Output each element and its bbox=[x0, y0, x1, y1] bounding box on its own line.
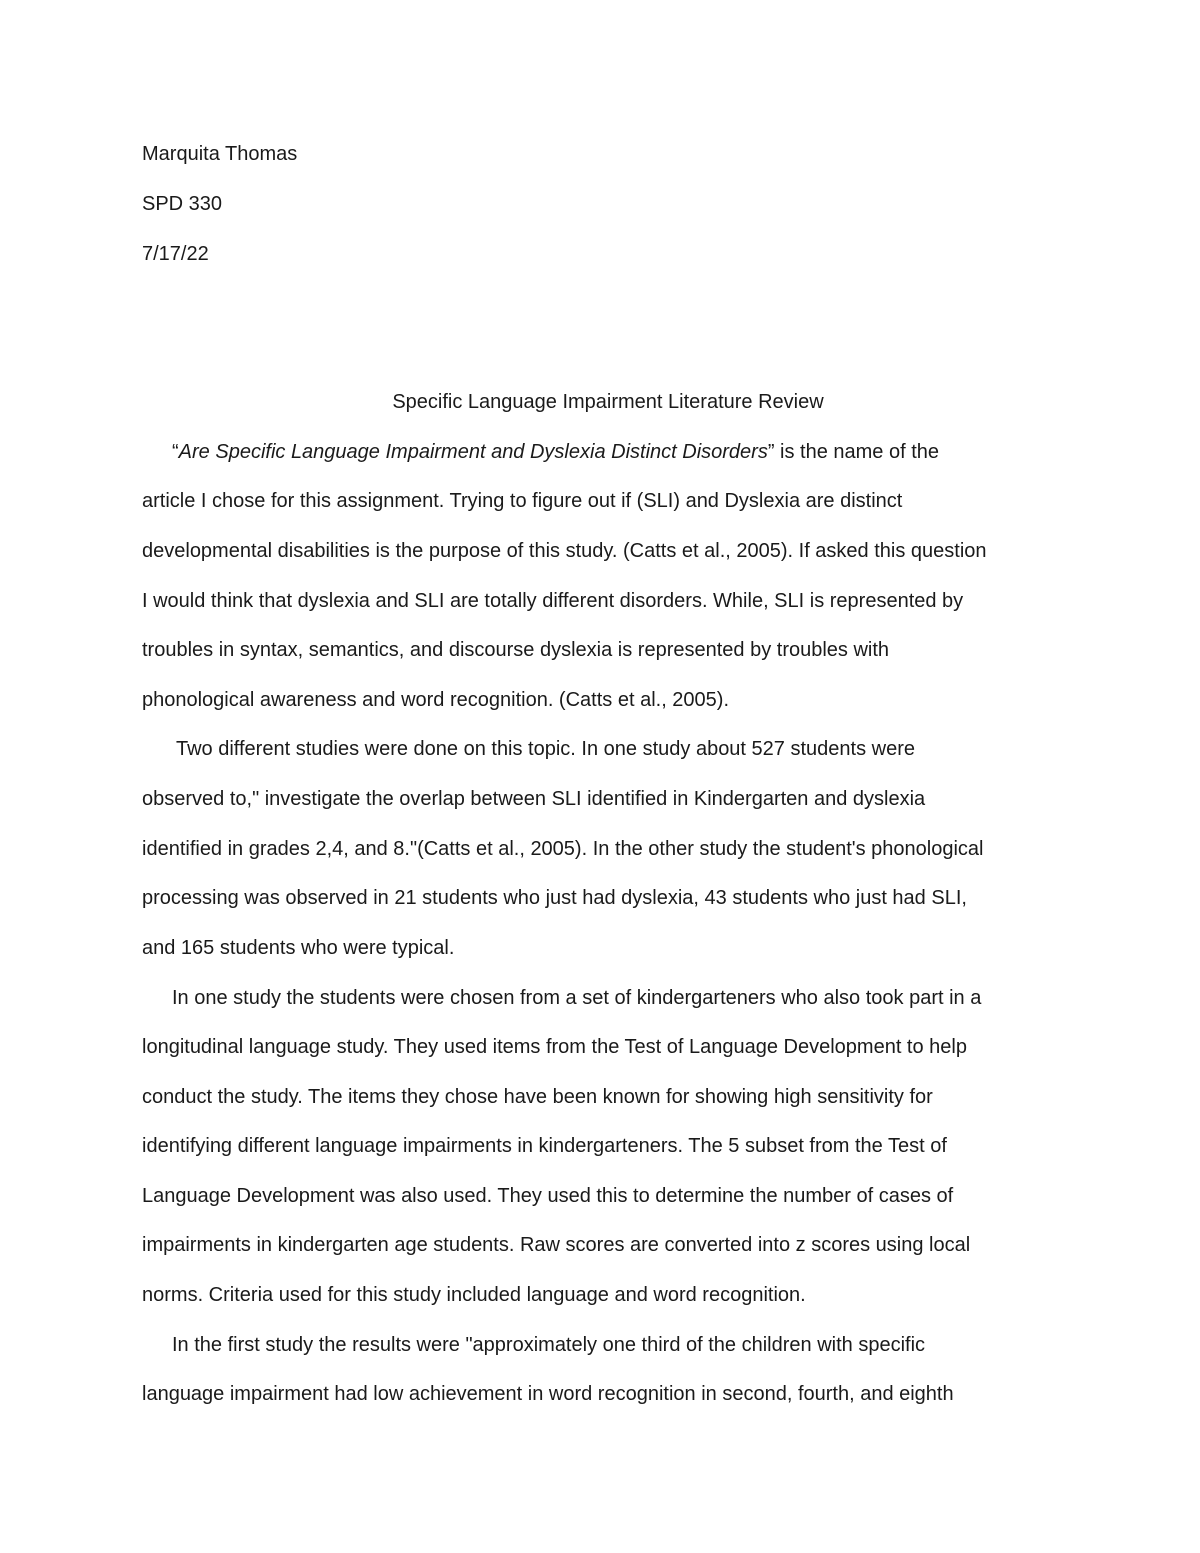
paragraph-1-line-3: developmental disabilities is the purpose of this study. (Catts et al., 2005). If asked this question bbox=[142, 540, 987, 562]
paragraph-2-line-2: observed to," investigate the overlap between SLI identified in Kindergarten and dyslexia bbox=[142, 788, 926, 810]
paragraph-3-line-2: longitudinal language study. They used items from the Test of Language Development to help bbox=[142, 1036, 967, 1058]
document-title: Specific Language Impairment Literature Review bbox=[392, 391, 824, 413]
paragraph-4-line-2: language impairment had low achievement in word recognition in second, fourth, and eighth bbox=[142, 1383, 954, 1405]
paragraph-1-line-2: article I chose for this assignment. Trying to figure out if (SLI) and Dyslexia are distinct bbox=[142, 490, 903, 512]
article-title-italic: Are Specific Language Impairment and Dyslexia Distinct Disorders bbox=[178, 441, 768, 463]
paragraph-3-line-1: In one study the students were chosen from a set of kindergarteners who also took part in a bbox=[172, 987, 982, 1009]
paragraph-3-line-3: conduct the study. The items they chose have been known for showing high sensitivity for bbox=[142, 1086, 933, 1108]
author-name: Marquita Thomas bbox=[142, 143, 298, 165]
quote-close-rest: ” is the name of the bbox=[767, 441, 940, 463]
paragraph-2-line-5: and 165 students who were typical. bbox=[142, 937, 455, 959]
paragraph-3-line-4: identifying different language impairments in kindergarteners. The 5 subset from the Test of bbox=[142, 1135, 947, 1157]
paragraph-2-line-1: Two different studies were done on this topic. In one study about 527 students were bbox=[176, 738, 915, 760]
paragraph-3-line-6: impairments in kindergarten age students. Raw scores are converted into z scores using local bbox=[142, 1234, 971, 1256]
paragraph-2-line-3: identified in grades 2,4, and 8."(Catts et al., 2005). In the other study the student's phonological bbox=[142, 838, 984, 860]
paragraph-2-line-4: processing was observed in 21 students who just had dyslexia, 43 students who just had SLI, bbox=[142, 887, 967, 909]
quote-open: “ bbox=[172, 441, 179, 463]
paragraph-4-line-1: In the first study the results were "approximately one third of the children with specific bbox=[172, 1334, 926, 1356]
paragraph-1-line-5: troubles in syntax, semantics, and discourse dyslexia is represented by troubles with bbox=[142, 639, 890, 661]
paragraph-3-line-7: norms. Criteria used for this study included language and word recognition. bbox=[142, 1284, 806, 1306]
course-code: SPD 330 bbox=[142, 193, 223, 215]
date: 7/17/22 bbox=[142, 243, 209, 265]
paragraph-1-line-1 bbox=[172, 442, 939, 462]
paragraph-1-line-4: I would think that dyslexia and SLI are totally different disorders. While, SLI is represented by bbox=[142, 590, 964, 612]
paragraph-3-line-5: Language Development was also used. They used this to determine the number of cases of bbox=[142, 1185, 954, 1207]
paragraph-1-line-6: phonological awareness and word recognition. (Catts et al., 2005). bbox=[142, 689, 730, 711]
